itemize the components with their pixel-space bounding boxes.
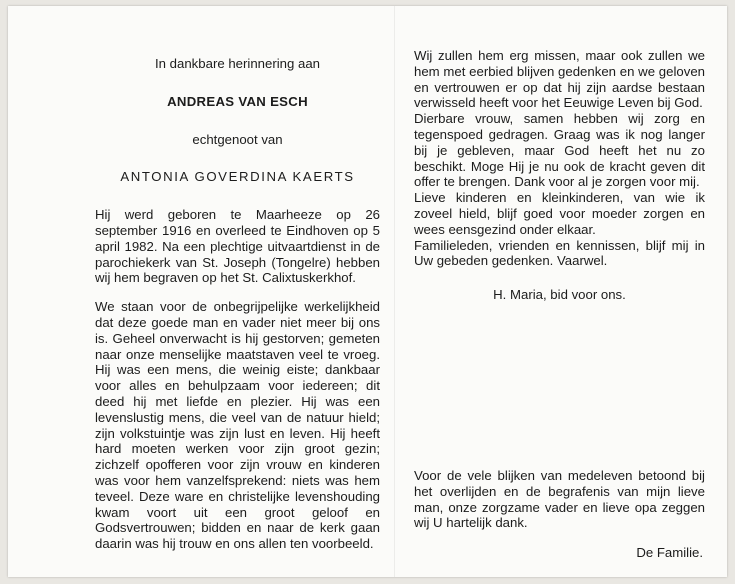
- biography-paragraph: Hij werd geboren te Maarheeze op 26 september 1916 en overleed te Eindhoven op 5 april 1982. Na een plechtige uitvaartdienst in de parochiekerk van St. Joseph (Tongelre) hebben wij hem begraven op het St. Calixtuskerkhof.: [95, 207, 380, 286]
- right-page: [414, 48, 705, 316]
- relation-line: echtgenoot van: [192, 131, 283, 147]
- left-page: [95, 56, 380, 552]
- signature: De Familie.: [636, 545, 703, 561]
- tribute-paragraph: We staan voor de onbegrijpelijke werkelijkheid dat deze goede man en vader niet meer bij ons is. Geheel onverwacht is hij gestorven; gemeten naar onze menselijke maatstaven veel te vroeg. Hij was een mens, die weinig eiste; dankbaar voor alles en behulpzaam voor iedereen; dit deed hij met liefde en plezier. Hij was een levenslustig mens, die veel van de natuur hield; zijn volkstuintje was zijn lust en leven. Hij heeft hard moeten werken voor zijn groot gezin; zichzelf opofferen voor zijn vrouw en kinderen was voor hem vanzelfsprekend: niets was hem teveel. Deze ware en christelijke levenshouding kwam voort uit een groot geloof en Godsvertrouwen; bidden en naar de kerk gaan daarin was hij trouw en ons allen ten voorbeeld.: [95, 299, 380, 552]
- spouse-name: ANTONIA GOVERDINA KAERTS: [120, 169, 355, 185]
- intro-line: In dankbare herinnering aan: [155, 56, 320, 71]
- memorial-card: [8, 6, 727, 577]
- deceased-name: ANDREAS VAN ESCH: [167, 93, 308, 109]
- thanks-paragraph: Voor de vele blijken van medeleven betoond bij het overlijden en de begrafenis van mijn lieve man, onze zorgzame vader en lieve opa zeggen wij U hartelijk dank.: [414, 468, 705, 531]
- closing-section: [414, 468, 705, 574]
- prayer-line: H. Maria, bid voor ons.: [493, 287, 626, 303]
- card-fold-line: [394, 6, 395, 577]
- family-paragraph: Familieleden, vrienden en kennissen, blijf mij in Uw gebeden gedenken. Vaarwel.: [414, 237, 705, 269]
- children-paragraph: Lieve kinderen en kleinkinderen, van wie ik zoveel hield, blijf goed voor moeder zorgen en wees eensgezind onder elkaar.: [414, 190, 705, 237]
- remembrance-paragraph: Wij zullen hem erg missen, maar ook zullen we hem met eerbied blijven gedenken en we geloven en vertrouwen er op dat hij zijn aardse bestaan verwisseld heeft voor het Eeuwige Leven bij God.: [414, 48, 705, 111]
- wife-paragraph: Dierbare vrouw, samen hebben wij zorg en tegenspoed gedragen. Graag was ik nog langer bij je gebleven, maar God heeft het nu zo beschikt. Moge Hij je nu ook de kracht geven dit offer te brengen. Dank voor al je zorgen voor mij.: [414, 111, 705, 190]
